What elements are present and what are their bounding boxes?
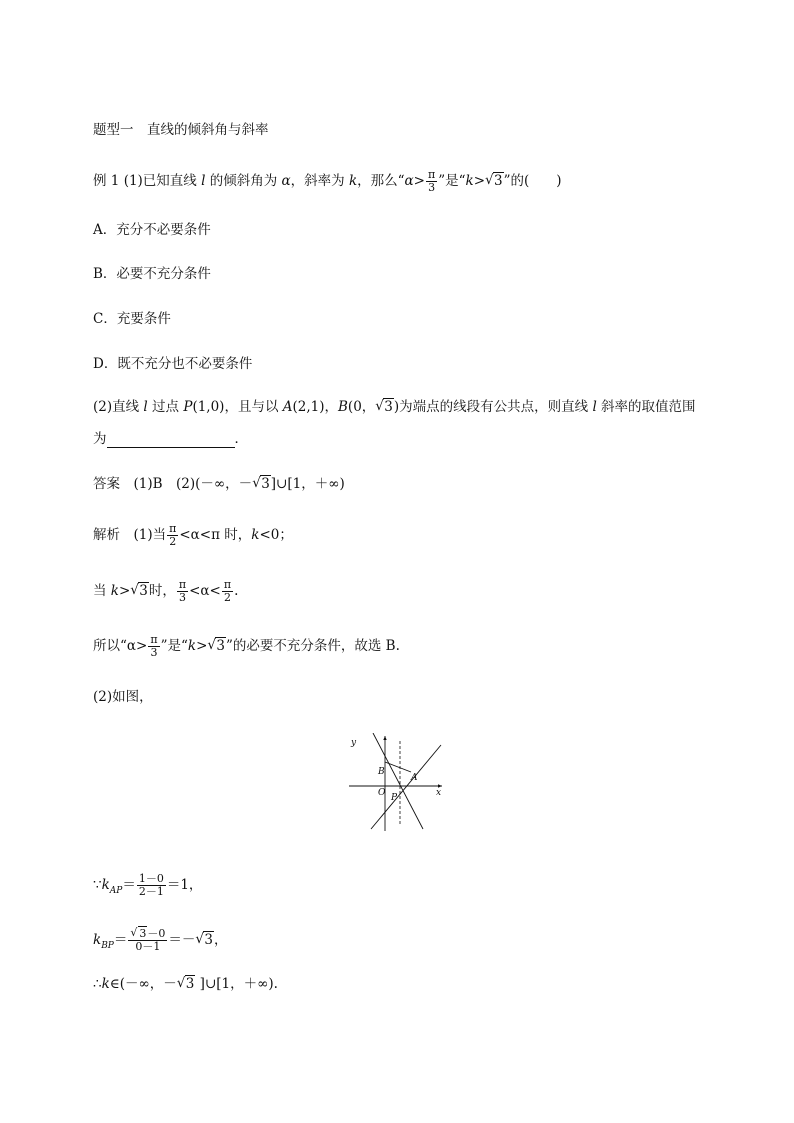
- deriv-text: ∴: [93, 976, 102, 992]
- answer-line: [93, 475, 345, 493]
- frac-den: 3: [428, 181, 436, 194]
- question-2-line-2: [93, 430, 248, 448]
- answer-text: ]∪[1，＋∞): [270, 476, 345, 492]
- subscript-bp: BP: [101, 941, 114, 951]
- var-k: k: [251, 527, 260, 543]
- fraction-kbp: [128, 928, 167, 953]
- deriv-text: ＝: [113, 932, 128, 948]
- frac-den: 2: [169, 535, 177, 548]
- analysis-line-1: [93, 523, 293, 548]
- analysis-text: 当: [93, 583, 111, 599]
- q1-text: 的倾斜角为: [205, 173, 282, 189]
- option-c: C．充要条件: [93, 311, 171, 327]
- analysis-text: 所以“α>: [93, 638, 148, 654]
- frac-num-rest: －0: [147, 927, 166, 940]
- q2-text: ．: [234, 431, 248, 447]
- frac-den: 0－1: [135, 940, 161, 953]
- radicand: 3: [261, 476, 270, 492]
- deriv-text: ＝1，: [166, 877, 203, 893]
- analysis-line-2: [93, 579, 238, 604]
- q2-text: )为端点的线段有公共点，则直线: [393, 399, 593, 415]
- option-b: B．必要不充分条件: [93, 266, 211, 282]
- sqrt-3: [375, 398, 394, 416]
- var-alpha: α: [281, 173, 291, 189]
- point-b: B: [338, 399, 348, 415]
- coordinate-figure: [345, 733, 445, 833]
- derivation-line-1: [93, 873, 202, 900]
- option-a: A．充分不必要条件: [93, 222, 211, 238]
- radicand: 3: [139, 927, 147, 940]
- fraction-pi-over-3: [426, 169, 437, 194]
- sqrt-3: [177, 975, 196, 993]
- sqrt-3: [130, 928, 147, 940]
- var-k: k: [101, 976, 110, 992]
- point-p: P: [183, 399, 193, 415]
- segment-ab: [385, 762, 411, 772]
- analysis-line-3: [93, 634, 400, 659]
- deriv-text: ＝－: [168, 932, 196, 948]
- frac-den: 2－1: [138, 885, 164, 898]
- q2-text: 斜率的取值范围: [596, 399, 696, 415]
- q1-text: ”是“: [438, 173, 466, 189]
- answer-text: (1)B (2)(－∞，－: [120, 476, 253, 492]
- label-x: x: [436, 788, 442, 798]
- frac-num: 1－0: [138, 872, 164, 885]
- point-a: A: [282, 399, 293, 415]
- label-o: O: [378, 788, 386, 798]
- analysis-text: <α<: [189, 583, 221, 599]
- y-axis-arrow: [383, 736, 386, 740]
- frac-num: π: [169, 522, 177, 535]
- analysis-text: .: [234, 583, 239, 599]
- example-label: 例 1: [93, 173, 120, 189]
- var-l: l: [592, 399, 597, 415]
- q1-text: ”的( ): [503, 173, 562, 189]
- analysis-text: <α<π 时，: [179, 527, 252, 543]
- var-l: l: [201, 173, 206, 189]
- radicand: 3: [139, 583, 148, 599]
- frac-num: π: [427, 168, 436, 181]
- radicand: 3: [384, 399, 393, 415]
- label-y: y: [351, 738, 357, 748]
- derivation-line-2: [93, 928, 227, 955]
- var-k: k: [348, 173, 358, 189]
- sqrt-3: [485, 172, 504, 190]
- example-1-question: [93, 169, 562, 194]
- cond-k: k>: [465, 173, 486, 189]
- analysis-line-4: (2)如图，: [93, 689, 153, 705]
- frac-den: 2: [223, 591, 231, 604]
- derivation-line-3: [93, 975, 278, 993]
- q2-text: 过点: [147, 399, 184, 415]
- q1-text: ，斜率为: [290, 173, 349, 189]
- var-k: k: [93, 932, 102, 948]
- radicand: 3: [216, 638, 225, 654]
- deriv-text: ，: [213, 932, 228, 948]
- deriv-text: ∈(－∞，－: [109, 976, 177, 992]
- q1-text: ，那么“: [357, 173, 405, 189]
- analysis-text: <0；: [259, 527, 293, 543]
- sqrt-3: [195, 931, 214, 949]
- analysis-text: (1)当: [120, 527, 167, 543]
- radicand: 3: [185, 976, 195, 992]
- analysis-text: >: [118, 583, 131, 599]
- label-a: A: [411, 773, 418, 783]
- radicand: 3: [204, 932, 213, 948]
- subscript-ap: AP: [109, 886, 123, 896]
- analysis-text: 时，: [148, 583, 176, 599]
- q2-text: (2)直线: [93, 399, 144, 415]
- frac-num: π: [178, 578, 187, 591]
- q2-text: (2,1)，: [292, 399, 338, 415]
- q1-text: (1)已知直线: [123, 173, 202, 189]
- sqrt-3: [252, 475, 271, 493]
- var-k: k: [101, 877, 110, 893]
- deriv-text: ＝: [122, 877, 136, 893]
- analysis-text: ”的必要不充分条件，故选 B.: [225, 638, 400, 654]
- frac-num: π: [150, 633, 158, 646]
- q2-text: 为: [93, 431, 107, 447]
- fraction-kap: [137, 873, 166, 898]
- deriv-text: ]∪[1，＋∞).: [195, 976, 278, 992]
- fraction-pi-over-2: [167, 523, 178, 548]
- line-slope-pos: [371, 745, 441, 829]
- cond-alpha: α>: [404, 173, 425, 189]
- deriv-text: ∵: [93, 877, 102, 893]
- label-p: P: [391, 793, 398, 803]
- option-d: D．既不充分也不必要条件: [93, 356, 253, 372]
- fraction-pi-over-3: [177, 579, 188, 604]
- frac-num: π: [223, 578, 232, 591]
- fraction-pi-over-3: [148, 634, 159, 659]
- analysis-label: 解析: [93, 527, 120, 543]
- question-2-line-1: [93, 398, 696, 416]
- q2-text: (0，: [347, 399, 376, 415]
- var-k: k: [187, 638, 197, 654]
- frac-den: 3: [179, 591, 186, 604]
- radicand: 3: [494, 173, 503, 189]
- answer-blank: [107, 433, 235, 448]
- analysis-text: ”是“: [160, 638, 188, 654]
- section-title: 题型一 直线的倾斜角与斜率: [93, 122, 269, 138]
- answer-label: 答案: [93, 476, 120, 492]
- analysis-text: >: [196, 638, 208, 654]
- fraction-pi-over-2: [222, 579, 233, 604]
- var-k: k: [110, 583, 119, 599]
- frac-den: 3: [150, 646, 158, 659]
- sqrt-3: [130, 582, 149, 600]
- q2-text: (1,0)，且与以: [192, 399, 283, 415]
- label-b: B: [378, 767, 385, 777]
- var-l: l: [143, 399, 148, 415]
- sqrt-3: [207, 637, 226, 655]
